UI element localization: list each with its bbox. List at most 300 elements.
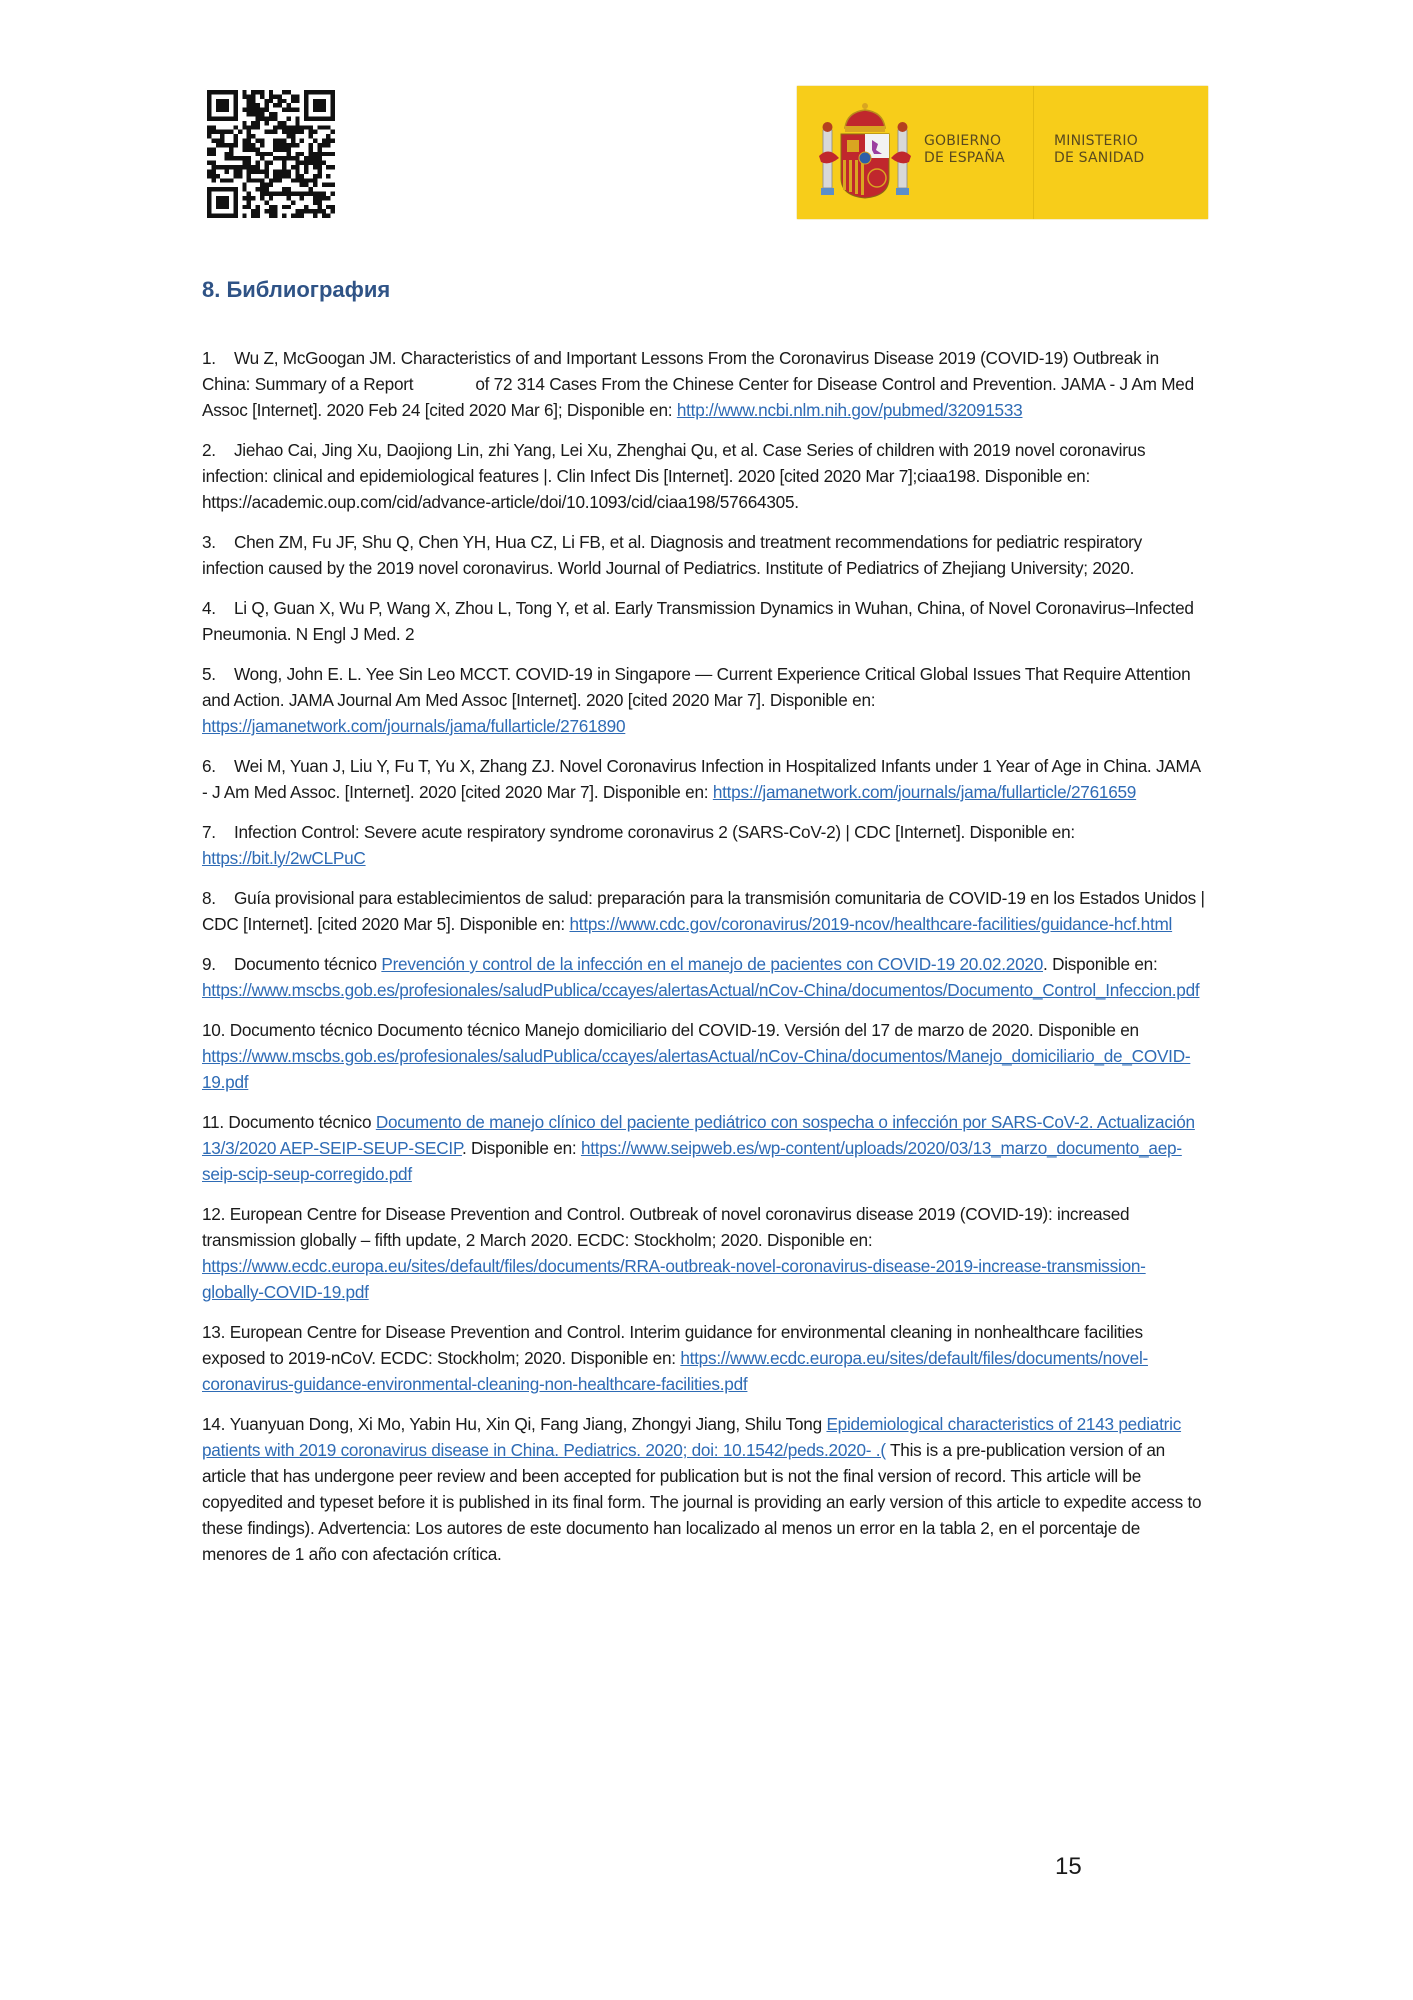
qr-module [326, 134, 330, 138]
qr-module [256, 125, 260, 129]
qr-module [286, 116, 290, 120]
qr-module [269, 161, 273, 165]
qr-module [216, 165, 220, 169]
qr-module [278, 103, 282, 107]
qr-module [309, 125, 313, 129]
qr-module [278, 94, 282, 98]
qr-module [247, 200, 251, 204]
qr-module [282, 121, 286, 125]
reference-text: of 72 314 Cases From the Chinese Center for Disease Control and Prevention. JAMA - J Am Med Assoc [Internet]. 2020 Feb 24 [cited 2020 Mar 6]; Disponible en: [202, 374, 1194, 420]
qr-module [317, 143, 321, 147]
qr-module [304, 178, 308, 182]
qr-module [331, 152, 335, 156]
reference-link[interactable]: Epidemiological characteristics of 2143 pediatric patients with 2019 coronavirus disease in China. Pediatrics. 2020; doi: 10.1542/peds.2020- .( [202, 1414, 1182, 1460]
qr-module [304, 165, 308, 169]
qr-module [242, 90, 246, 94]
qr-module [251, 147, 255, 151]
qr-module [304, 209, 308, 213]
qr-module [251, 209, 255, 213]
qr-module [260, 116, 264, 120]
qr-module [313, 161, 317, 165]
qr-module [229, 156, 233, 160]
qr-module [260, 90, 264, 94]
qr-module [309, 187, 313, 191]
reference-text: Infection Control: Severe acute respiratory syndrome coronavirus 2 (SARS-CoV-2) | CDC [Internet]. Disponible en: [233, 822, 1075, 842]
qr-module [247, 156, 251, 160]
qr-module [251, 178, 255, 182]
qr-module [269, 112, 273, 116]
qr-module [256, 165, 260, 169]
qr-module [260, 187, 264, 191]
qr-module [269, 90, 273, 94]
qr-module [260, 196, 264, 200]
qr-module [242, 187, 246, 191]
qr-module [247, 192, 251, 196]
reference-number: 1. [202, 348, 216, 368]
qr-module [225, 165, 229, 169]
qr-module [282, 192, 286, 196]
qr-module [269, 130, 273, 134]
qr-module [331, 183, 335, 187]
qr-module [247, 139, 251, 143]
qr-module [286, 192, 290, 196]
qr-module [273, 130, 277, 134]
qr-module [331, 209, 335, 213]
qr-module [291, 108, 295, 112]
reference-text: Wong, John E. L. Yee Sin Leo MCCT. COVID-19 in Singapore — Current Experience Critical Global Issues That Require Attention and Action. JAMA Journal Am Med Assoc [Internet]. 2020 [cited 2020 Mar 7]. Disponible en: [202, 664, 1191, 710]
qr-module [304, 183, 308, 187]
qr-module [273, 103, 277, 107]
qr-module [300, 125, 304, 129]
qr-module [309, 152, 313, 156]
qr-module [273, 139, 277, 143]
qr-module [300, 174, 304, 178]
qr-module [331, 205, 335, 209]
qr-module [282, 139, 286, 143]
qr-module [313, 183, 317, 187]
qr-module [264, 174, 268, 178]
reference-link[interactable]: https://www.mscbs.gob.es/profesionales/saludPublica/ccayes/alertasActual/nCov-China/documentos/Documento_Control_Infeccion.pdf [202, 980, 1200, 1000]
qr-module [264, 108, 268, 112]
qr-module [278, 192, 282, 196]
reference-text: . Disponible en: [1043, 954, 1158, 974]
reference-item [202, 529, 1207, 581]
qr-module [273, 156, 277, 160]
qr-module [256, 103, 260, 107]
qr-module [233, 139, 237, 143]
qr-module [313, 200, 317, 204]
qr-module [291, 139, 295, 143]
reference-text: Wu Z, McGoogan JM. Characteristics of and Important Lessons From the Coronavirus Disease 2019 (COVID-19) Outbreak in China: Summary of a Report [202, 348, 1159, 394]
qr-module [251, 112, 255, 116]
qr-module [247, 108, 251, 112]
qr-module [317, 192, 321, 196]
reference-text: Wei M, Yuan J, Liu Y, Fu T, Yu X, Zhang ZJ. Novel Coronavirus Infection in Hospitalized Infants under 1 Year of Age in China. JAMA - J Am Med Assoc. [Internet]. 2020 [cited 2020 Mar 7]. Disponible en: [202, 756, 1200, 802]
qr-module [295, 165, 299, 169]
qr-module [304, 205, 308, 209]
qr-module [211, 139, 215, 143]
qr-module [251, 125, 255, 129]
reference-text: Chen ZM, Fu JF, Shu Q, Chen YH, Hua CZ, Li FB, et al. Diagnosis and treatment recommendations for pediatric respiratory infection caused by the 2019 novel coronavirus. World Journal of Pediatrics. Institute of Pediatrics of Zhejiang University; 2020. [202, 532, 1142, 578]
reference-text: Documento técnico Documento técnico Manejo domiciliario del COVID-19. Versión del 17 de marzo de 2020. Disponible en [229, 1020, 1139, 1040]
qr-module [256, 112, 260, 116]
qr-module [282, 147, 286, 151]
qr-module [273, 94, 277, 98]
reference-item [202, 1201, 1207, 1305]
gobierno-de-espana-text [924, 133, 1005, 167]
qr-module [326, 125, 330, 129]
qr-module [273, 174, 277, 178]
qr-module [260, 112, 264, 116]
qr-module [295, 192, 299, 196]
qr-module [242, 205, 246, 209]
qr-module [242, 125, 246, 129]
qr-module [207, 161, 211, 165]
qr-module [300, 214, 304, 218]
qr-module [256, 121, 260, 125]
qr-module [282, 169, 286, 173]
reference-text: European Centre for Disease Prevention and Control. Outbreak of novel coronavirus disease 2019 (COVID-19): increased transmission globally – fifth update, 2 March 2020. ECDC: Stockholm; 2020. Disponible en: [202, 1204, 1130, 1250]
qr-module [309, 161, 313, 165]
qr-module [326, 165, 330, 169]
qr-module [256, 152, 260, 156]
logo-line: DE ESPAÑA [924, 150, 1005, 166]
reference-text: Documento técnico [233, 954, 382, 974]
qr-module [211, 178, 215, 182]
qr-module [229, 130, 233, 134]
qr-module [326, 152, 330, 156]
qr-module [300, 183, 304, 187]
qr-module [282, 187, 286, 191]
qr-module [286, 143, 290, 147]
qr-module [300, 192, 304, 196]
reference-number: 11. [202, 1112, 224, 1132]
qr-module [256, 169, 260, 173]
qr-module [247, 125, 251, 129]
qr-module [264, 121, 268, 125]
qr-module [309, 209, 313, 213]
qr-module [264, 209, 268, 213]
qr-module [260, 183, 264, 187]
qr-module [260, 108, 264, 112]
qr-module [286, 169, 290, 173]
qr-module [291, 125, 295, 129]
qr-module [242, 94, 246, 98]
qr-module [229, 178, 233, 182]
qr-module [322, 214, 326, 218]
qr-module [295, 161, 299, 165]
qr-module [256, 214, 260, 218]
qr-module [278, 99, 282, 103]
qr-module [282, 125, 286, 129]
qr-module [295, 116, 299, 120]
qr-module [251, 165, 255, 169]
reference-text: Documento técnico [228, 1112, 376, 1132]
qr-module [326, 183, 330, 187]
qr-module [247, 99, 251, 103]
qr-module [309, 192, 313, 196]
qr-module [304, 192, 308, 196]
qr-module [225, 178, 229, 182]
qr-module [286, 187, 290, 191]
qr-module [242, 196, 246, 200]
qr-module [225, 156, 229, 160]
qr-module [264, 130, 268, 134]
qr-module [256, 187, 260, 191]
qr-module [282, 90, 286, 94]
qr-module [264, 165, 268, 169]
qr-module [295, 121, 299, 125]
qr-module [269, 196, 273, 200]
qr-module [309, 156, 313, 160]
qr-module [313, 174, 317, 178]
qr-module [291, 192, 295, 196]
qr-module [256, 147, 260, 151]
qr-module [242, 121, 246, 125]
qr-module [295, 214, 299, 218]
qr-module [291, 143, 295, 147]
qr-module [322, 183, 326, 187]
reference-link[interactable]: http://www.ncbi.nlm.nih.gov/pubmed/32091533 [676, 400, 1023, 420]
qr-module [304, 125, 308, 129]
reference-item [202, 753, 1207, 805]
qr-module [264, 192, 268, 196]
qr-module [242, 183, 246, 187]
reference-number: 14. [202, 1414, 226, 1434]
qr-module [286, 125, 290, 129]
qr-module [286, 196, 290, 200]
reference-link[interactable]: https://jamanetwork.com/journals/jama/fullarticle/2761890 [202, 716, 626, 736]
qr-module [247, 94, 251, 98]
qr-module [242, 147, 246, 151]
logo-divider [1033, 86, 1034, 219]
qr-module [317, 152, 321, 156]
reference-link[interactable]: https://www.cdc.gov/coronavirus/2019-ncov/healthcare-facilities/guidance-hcf.html [569, 914, 1173, 934]
qr-module [273, 147, 277, 151]
qr-module [233, 165, 237, 169]
qr-module [260, 192, 264, 196]
qr-module [282, 99, 286, 103]
qr-module [326, 143, 330, 147]
qr-module [242, 143, 246, 147]
qr-module [291, 165, 295, 169]
qr-module [309, 178, 313, 182]
qr-module [264, 103, 268, 107]
reference-number: 13. [202, 1322, 226, 1342]
reference-item [202, 661, 1207, 739]
qr-module [207, 152, 211, 156]
qr-module [264, 183, 268, 187]
qr-module [331, 192, 335, 196]
qr-module [282, 143, 286, 147]
logo-line: DE SANIDAD [1054, 150, 1145, 166]
coat-of-arms-icon [817, 100, 913, 204]
qr-module [322, 143, 326, 147]
qr-module [317, 169, 321, 173]
qr-module [278, 125, 282, 129]
qr-module [247, 112, 251, 116]
qr-module [247, 178, 251, 182]
qr-module [211, 130, 215, 134]
qr-module [251, 103, 255, 107]
reference-number: 7. [202, 822, 216, 842]
section-title: 8. Библиография [202, 277, 391, 302]
qr-module [216, 139, 220, 143]
qr-module [251, 121, 255, 125]
qr-module [220, 134, 224, 138]
qr-module [309, 143, 313, 147]
qr-module [207, 125, 211, 129]
qr-module [322, 161, 326, 165]
qr-module [260, 152, 264, 156]
qr-module [269, 205, 273, 209]
qr-module [286, 108, 290, 112]
qr-module [247, 134, 251, 138]
reference-text: Guía provisional para establecimientos de salud: preparación para la transmisión comunitaria de COVID-19 en los Estados Unidos | CDC [Internet]. [cited 2020 Mar 5]. Disponible en: [202, 888, 1205, 934]
qr-module [251, 143, 255, 147]
qr-module [211, 165, 215, 169]
qr-module [242, 156, 246, 160]
reference-link[interactable]: Prevención y control de la infección en el manejo de pacientes con COVID-19 20.02.2020 [381, 954, 1044, 974]
reference-link[interactable]: Documento de manejo clínico del paciente pediátrico con sospecha o infección por SARS-CoV-2. Actualización 13/3/2020 AEP-SEIP-SEUP-SECIP [202, 1112, 1195, 1158]
qr-module [264, 99, 268, 103]
qr-module [207, 147, 211, 151]
qr-module [264, 169, 268, 173]
qr-module [300, 196, 304, 200]
qr-module [273, 125, 277, 129]
reference-item [202, 595, 1207, 647]
qr-module [273, 116, 277, 120]
gobierno-ministerio-logo [797, 86, 1208, 219]
qr-module [242, 108, 246, 112]
reference-link[interactable]: https://bit.ly/2wCLPuC [202, 848, 366, 868]
qr-module [251, 214, 255, 218]
qr-module [313, 156, 317, 160]
qr-module [273, 205, 277, 209]
qr-module [269, 116, 273, 120]
qr-module [295, 156, 299, 160]
qr-module [322, 152, 326, 156]
qr-module [300, 161, 304, 165]
qr-module [300, 209, 304, 213]
qr-module [304, 156, 308, 160]
reference-number: 8. [202, 888, 216, 908]
qr-module [251, 90, 255, 94]
qr-module [207, 174, 211, 178]
qr-module [331, 165, 335, 169]
qr-module [264, 152, 268, 156]
qr-module [322, 196, 326, 200]
qr-module [273, 214, 277, 218]
qr-module [273, 143, 277, 147]
reference-link[interactable]: https://jamanetwork.com/journals/jama/fullarticle/2761659 [712, 782, 1137, 802]
qr-module [322, 125, 326, 129]
qr-module [238, 169, 242, 173]
qr-module [286, 103, 290, 107]
qr-module [229, 147, 233, 151]
qr-module [260, 143, 264, 147]
qr-module [278, 143, 282, 147]
qr-module [216, 174, 220, 178]
qr-module [242, 139, 246, 143]
qr-module [211, 125, 215, 129]
qr-module [216, 130, 220, 134]
reference-item [202, 819, 1207, 871]
qr-module [313, 209, 317, 213]
qr-module [273, 178, 277, 182]
qr-module [286, 174, 290, 178]
qr-module [233, 174, 237, 178]
reference-number: 4. [202, 598, 216, 618]
qr-module [282, 214, 286, 218]
qr-module [295, 130, 299, 134]
qr-module [295, 143, 299, 147]
qr-module [326, 196, 330, 200]
reference-number: 12. [202, 1204, 226, 1224]
qr-module [238, 156, 242, 160]
qr-module [282, 108, 286, 112]
reference-link[interactable]: https://www.seipweb.es/wp-content/uploads/2020/03/13_marzo_documento_aep-seip-scip-seup-corregido.pdf [202, 1138, 1182, 1184]
qr-module [216, 143, 220, 147]
qr-module [300, 139, 304, 143]
qr-module [256, 116, 260, 120]
qr-module [278, 178, 282, 182]
qr-module [300, 130, 304, 134]
qr-module [331, 130, 335, 134]
qr-module [278, 121, 282, 125]
qr-module [291, 94, 295, 98]
qr-module [260, 169, 264, 173]
reference-number: 5. [202, 664, 216, 684]
qr-module [247, 196, 251, 200]
reference-link[interactable]: https://www.ecdc.europa.eu/sites/default/files/documents/RRA-outbreak-novel-coronavirus-disease-2019-increase-transmission-globally-COVID-19.pdf [202, 1256, 1146, 1302]
ministerio-de-sanidad-text [1054, 133, 1144, 167]
reference-link[interactable]: https://www.ecdc.europa.eu/sites/default/files/documents/novel-coronavirus-guidance-environmental-cleaning-non-healthcare-facilities.pdf [202, 1348, 1148, 1394]
qr-module [260, 156, 264, 160]
qr-code [207, 90, 335, 218]
qr-module [317, 156, 321, 160]
qr-module [304, 161, 308, 165]
qr-module [326, 205, 330, 209]
qr-module [220, 178, 224, 182]
qr-module [269, 99, 273, 103]
qr-module [247, 174, 251, 178]
qr-module [260, 94, 264, 98]
qr-module [247, 147, 251, 151]
qr-module [313, 130, 317, 134]
reference-link[interactable]: https://www.mscbs.gob.es/profesionales/saludPublica/ccayes/alertasActual/nCov-China/documentos/Manejo_domiciliario_de_COVID-19.pdf [202, 1046, 1191, 1092]
qr-module [211, 147, 215, 151]
qr-module [220, 143, 224, 147]
qr-module [233, 134, 237, 138]
qr-module [269, 178, 273, 182]
qr-module [256, 108, 260, 112]
qr-module [295, 108, 299, 112]
qr-module [322, 192, 326, 196]
qr-module [220, 139, 224, 143]
qr-module [242, 165, 246, 169]
qr-module [207, 130, 211, 134]
reference-item [202, 885, 1207, 937]
qr-module [309, 134, 313, 138]
qr-module [211, 152, 215, 156]
qr-module [247, 165, 251, 169]
qr-module [233, 169, 237, 173]
qr-module [295, 152, 299, 156]
qr-module [225, 169, 229, 173]
qr-module [220, 165, 224, 169]
reference-item [202, 1017, 1207, 1095]
